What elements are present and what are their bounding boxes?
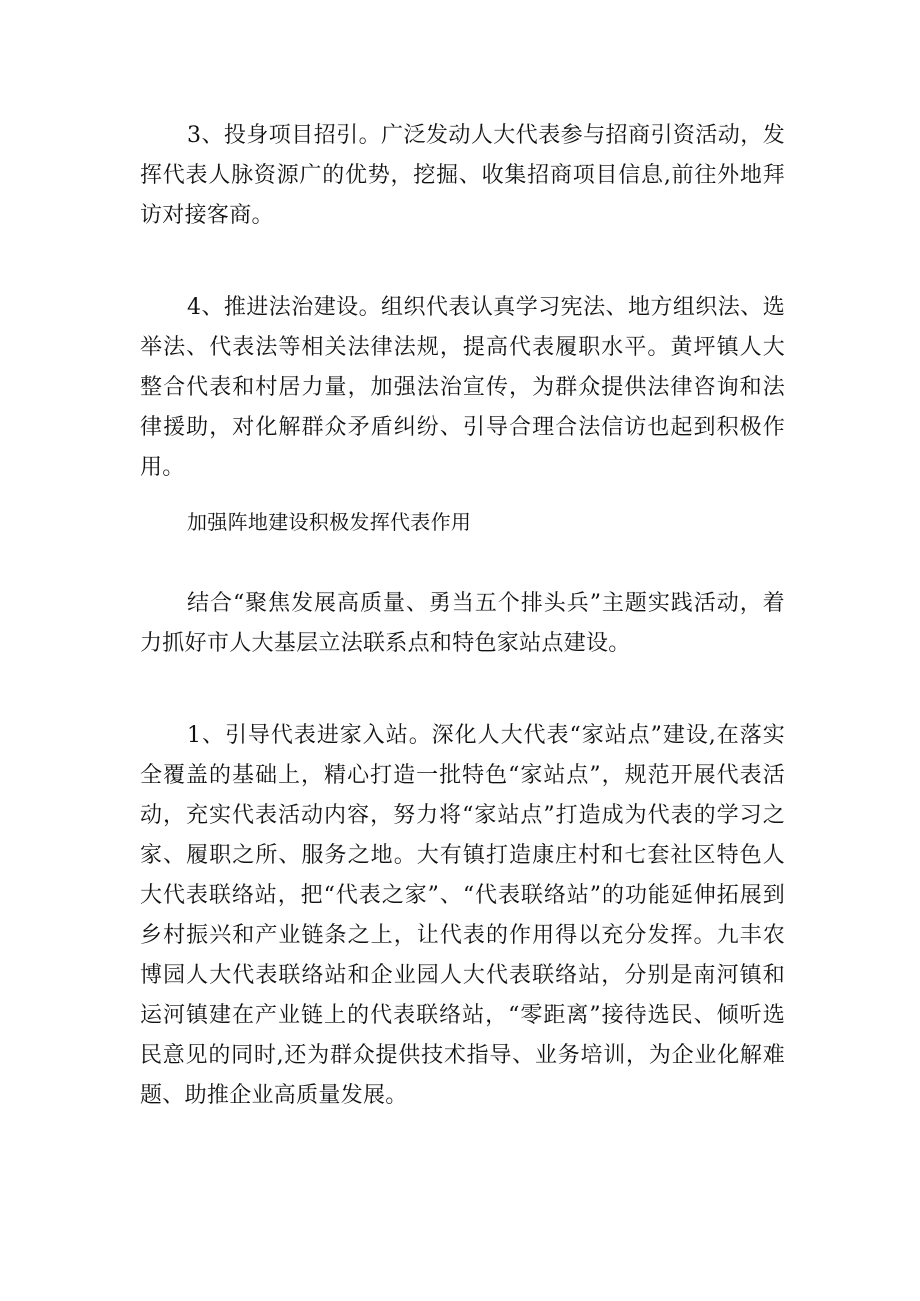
section-heading: 加强阵地建设积极发挥代表作用 xyxy=(187,510,472,534)
paragraph-representative-stations: 1、引导代表进家入站。深化人大代表“家站点”建设,在落实全覆盖的基础上，精心打造一批特色“家站点”，规范开展代表活动，充实代表活动内容，努力将“家站点”打造成为代表的学习之家、履职之所、服务之地。大有镇打造康庄村和七套社区特色人大代表联络站，把“代表之家”、“代表联络站”的功能延伸拓展到乡村振兴和产业链条之上，让代表的作用得以充分发挥。九丰农博园人大代表联络站和企业园人大代表联络站，分别是南河镇和运河镇建在产业链上的代表联络站，“零距离”接待选民、倾听选民意见的同时,还为群众提供技术指导、业务培训，为企业化解难题、助推企业高质量发展。 xyxy=(140,723,785,1108)
paragraph-rule-of-law: 4、推进法治建设。组织代表认真学习宪法、地方组织法、选举法、代表法等相关法律法规，提高代表履职水平。黄坪镇人大整合代表和村居力量，加强法治宣传，为群众提供法律咨询和法律援助，对化解群众矛盾纠纷、引导合理合法信访也起到积极作用。 xyxy=(140,295,785,480)
paragraph-theme-practice: 结合“聚焦发展高质量、勇当五个排头兵”主题实践活动，着力抓好市人大基层立法联系点和特色家站点建设。 xyxy=(140,591,785,656)
paragraph-project-attraction: 3、投身项目招引。广泛发动人大代表参与招商引资活动，发挥代表人脉资源广的优势，挖掘、收集招商项目信息,前往外地拜访对接客商。 xyxy=(140,123,785,228)
